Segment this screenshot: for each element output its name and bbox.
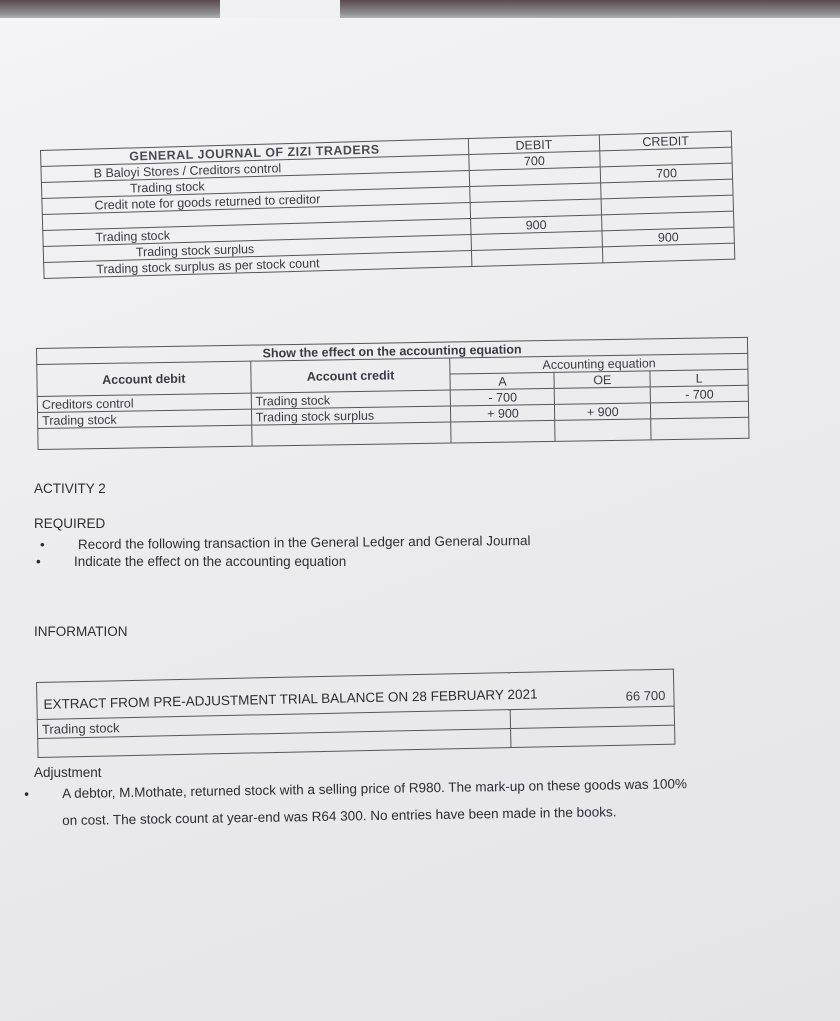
general-journal-table (40, 131, 735, 279)
liabilities-header: L (650, 369, 748, 387)
journal-title: GENERAL JOURNAL OF ZIZI TRADERS (41, 139, 469, 167)
equation-header: Accounting equation (450, 353, 748, 374)
effect-cell: - 700 (650, 385, 748, 403)
account-credit-header: Account credit (250, 358, 450, 393)
trial-balance-title: EXTRACT FROM PRE-ADJUSTMENT TRIAL BALANCE ON 28 FEBRUARY 2021 (43, 686, 538, 712)
effect-title: Show the effect on the accounting equation (37, 337, 748, 364)
journal-cell: Trading stock surplus as per stock count (44, 251, 472, 279)
effect-cell: Trading stock surplus (251, 406, 451, 425)
journal-cell: 700 (600, 163, 732, 183)
journal-cell: 900 (470, 215, 602, 235)
adjustment-line-1: • A debtor, M.Mothate, returned stock with a selling price of R980. The mark-up on these goods was 100% (62, 776, 687, 801)
effect-cell (554, 387, 650, 405)
journal-cell: 700 (468, 151, 600, 171)
account-debit-header: Account debit (37, 361, 251, 396)
required-item: • Indicate the effect on the accounting equation (74, 554, 346, 569)
journal-cell: Trading stock surplus (43, 235, 471, 263)
effect-cell (38, 425, 252, 449)
effect-cell (555, 419, 651, 442)
trial-balance-value: 66 700 (625, 687, 666, 704)
adjustment-label: Adjustment (34, 765, 102, 780)
effect-cell: Trading stock (38, 409, 252, 428)
trial-balance-cell (511, 725, 675, 747)
assets-header: A (450, 372, 554, 390)
trial-balance-account: Trading stock (37, 710, 511, 739)
journal-debit-header: DEBIT (468, 135, 600, 155)
journal-cell (603, 243, 735, 263)
effect-cell: + 900 (555, 403, 651, 421)
effect-cell (451, 420, 555, 443)
activity-heading: ACTIVITY 2 (34, 481, 106, 496)
journal-cell: Trading stock (41, 171, 469, 199)
journal-cell: B Baloyi Stores / Creditors control (41, 155, 469, 183)
effect-cell (651, 417, 749, 440)
effect-cell: + 900 (451, 404, 555, 422)
information-label: INFORMATION (34, 624, 128, 639)
journal-cell: Trading stock (43, 219, 471, 247)
required-label: REQUIRED (34, 516, 106, 531)
effect-cell: - 700 (451, 388, 555, 406)
effect-cell (651, 401, 749, 419)
trial-balance-table (36, 669, 675, 758)
required-item: • Record the following transaction in the General Ledger and General Journal (78, 533, 531, 552)
effect-cell: Trading stock (251, 390, 451, 409)
journal-cell (471, 247, 603, 267)
journal-cell: 900 (602, 227, 734, 247)
journal-cell: Credit note for goods returned to creditor (42, 187, 470, 215)
effect-cell: Creditors control (37, 393, 251, 412)
adjustment-line-2: on cost. The stock count at year-end was R64 300. No entries have been made in the books. (62, 804, 617, 828)
journal-credit-header: CREDIT (600, 131, 732, 151)
owners-equity-header: OE (554, 371, 650, 389)
worksheet-page (0, 18, 840, 1021)
effect-cell (251, 422, 451, 446)
accounting-equation-table (36, 337, 750, 450)
